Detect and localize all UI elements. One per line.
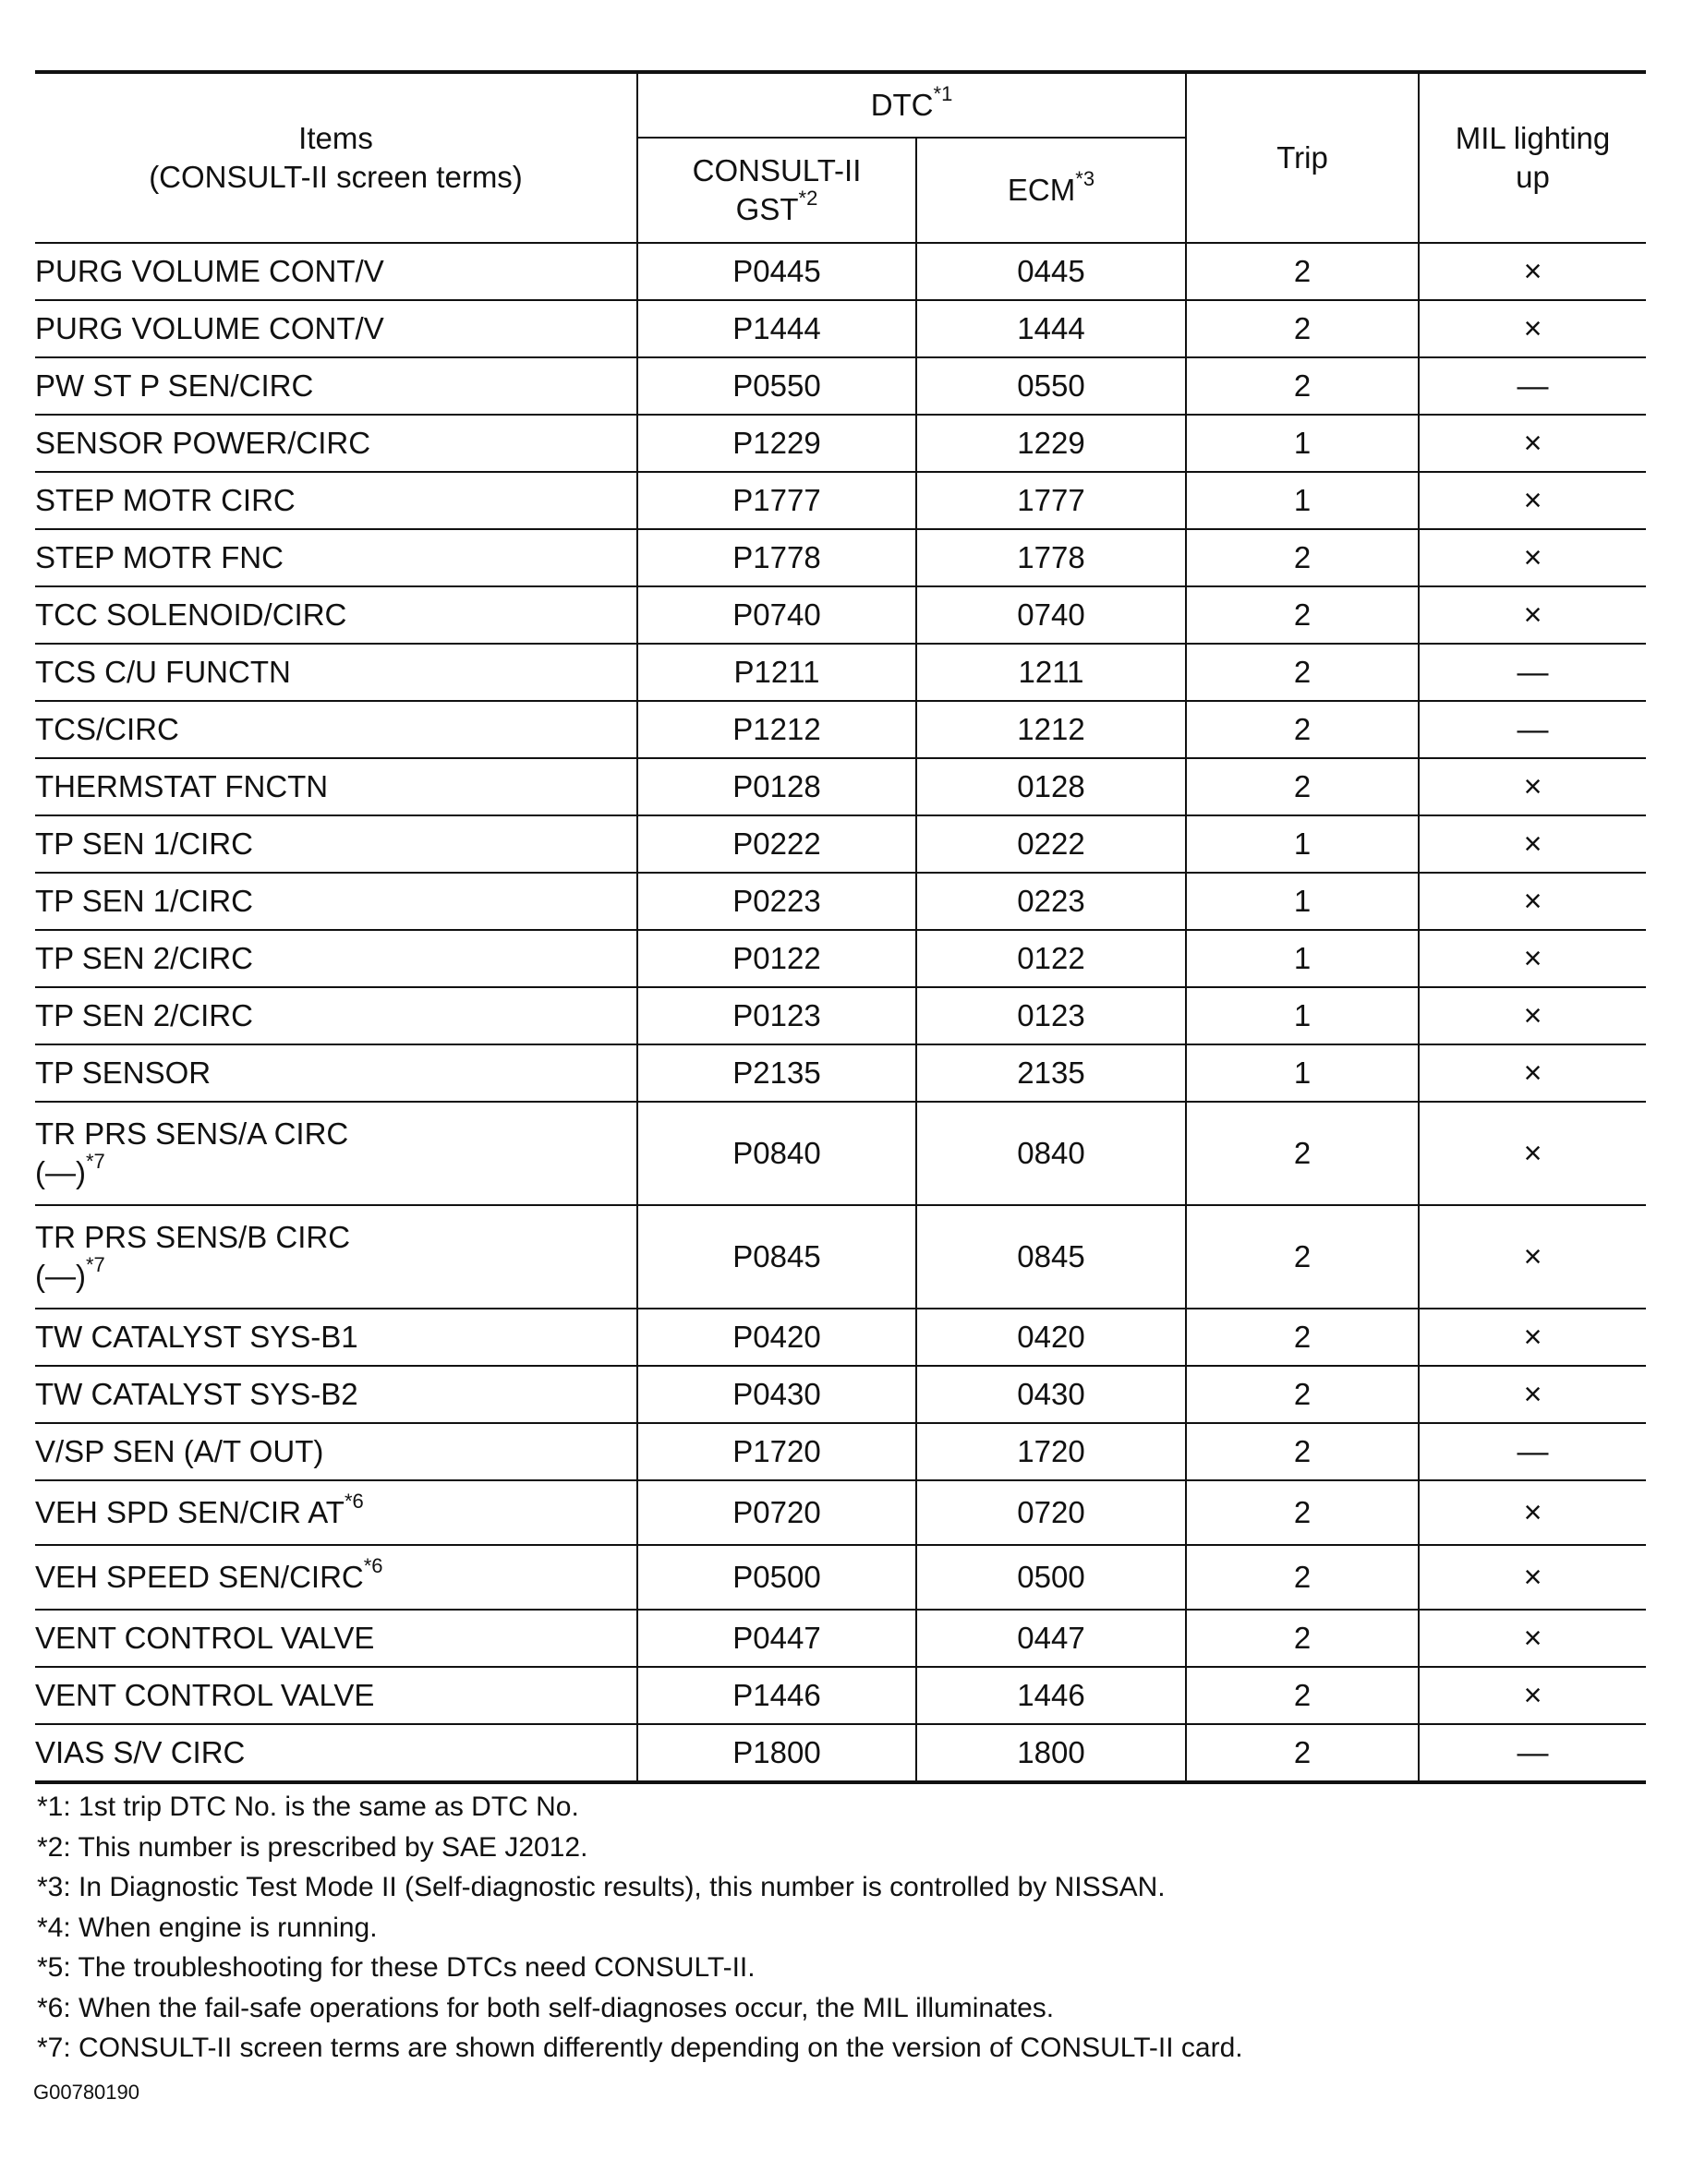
consult-code-cell: P2135 bbox=[637, 1044, 916, 1102]
table-row bbox=[35, 815, 1646, 873]
ecm-code-cell: 2135 bbox=[916, 1044, 1186, 1102]
table-row bbox=[35, 243, 1646, 300]
ecm-header-label: ECM bbox=[1007, 173, 1076, 207]
item-cell bbox=[35, 1366, 637, 1423]
trip-cell: 2 bbox=[1186, 1480, 1419, 1545]
ecm-code-cell: 0500 bbox=[916, 1545, 1186, 1610]
mil-cell: × bbox=[1419, 1610, 1646, 1667]
item-cell bbox=[35, 1309, 637, 1366]
trip-cell: 2 bbox=[1186, 1366, 1419, 1423]
item-cell bbox=[35, 644, 637, 701]
table-row bbox=[35, 1205, 1646, 1309]
item-label: TP SEN 2/CIRC bbox=[35, 998, 253, 1032]
consult-code-cell: P1229 bbox=[637, 415, 916, 472]
mil-cell: × bbox=[1419, 586, 1646, 644]
mil-cell: × bbox=[1419, 1545, 1646, 1610]
mil-cell: × bbox=[1419, 815, 1646, 873]
consult-code-cell: P0550 bbox=[637, 357, 916, 415]
item-label: THERMSTAT FNCTN bbox=[35, 769, 329, 803]
consult-code-cell: P0445 bbox=[637, 243, 916, 300]
table-row bbox=[35, 300, 1646, 357]
trip-cell: 2 bbox=[1186, 1423, 1419, 1480]
consult-code-cell: P0420 bbox=[637, 1309, 916, 1366]
item-cell bbox=[35, 586, 637, 644]
ecm-code-cell: 0123 bbox=[916, 987, 1186, 1044]
consult-code-cell: P0720 bbox=[637, 1480, 916, 1545]
table-row bbox=[35, 987, 1646, 1044]
ecm-code-cell: 1211 bbox=[916, 644, 1186, 701]
footnote: *7: CONSULT-II screen terms are shown differently depending on the version of CONSULT-II card. bbox=[37, 2033, 1243, 2063]
table-header bbox=[35, 72, 1646, 243]
table-row bbox=[35, 1044, 1646, 1102]
consult-code-cell: P1777 bbox=[637, 472, 916, 529]
ecm-code-cell: 0447 bbox=[916, 1610, 1186, 1667]
item-cell bbox=[35, 415, 637, 472]
footnote: *1: 1st trip DTC No. is the same as DTC No. bbox=[37, 1792, 579, 1822]
table-row bbox=[35, 1667, 1646, 1724]
mil-cell: — bbox=[1419, 357, 1646, 415]
consult-code-cell: P0223 bbox=[637, 873, 916, 930]
item-label: VIAS S/V CIRC bbox=[35, 1735, 246, 1769]
consult-header-line2: GST bbox=[735, 192, 799, 226]
ecm-header-footnote-ref: *3 bbox=[1075, 167, 1095, 190]
mil-header-line2: up bbox=[1516, 160, 1550, 194]
item-label-line2: (—) bbox=[35, 1155, 86, 1189]
item-label: TP SEN 1/CIRC bbox=[35, 884, 253, 918]
footnote: *5: The troubleshooting for these DTCs need CONSULT-II. bbox=[37, 1952, 756, 1983]
items-header-line2: (CONSULT-II screen terms) bbox=[149, 160, 523, 194]
trip-cell: 2 bbox=[1186, 586, 1419, 644]
ecm-code-cell: 1444 bbox=[916, 300, 1186, 357]
item-cell bbox=[35, 1480, 637, 1545]
item-cell bbox=[35, 243, 637, 300]
footnote: *3: In Diagnostic Test Mode II (Self-diagnostic results), this number is controlled by NISSAN. bbox=[37, 1872, 1166, 1902]
consult-code-cell: P1211 bbox=[637, 644, 916, 701]
trip-cell: 2 bbox=[1186, 1545, 1419, 1610]
item-cell bbox=[35, 357, 637, 415]
table-row bbox=[35, 1309, 1646, 1366]
consult-code-cell: P0845 bbox=[637, 1205, 916, 1309]
consult-code-cell: P0123 bbox=[637, 987, 916, 1044]
item-label-line2: (—) bbox=[35, 1259, 86, 1293]
table-row bbox=[35, 415, 1646, 472]
item-cell bbox=[35, 1102, 637, 1205]
mil-cell: × bbox=[1419, 529, 1646, 586]
table-row bbox=[35, 1366, 1646, 1423]
table-row bbox=[35, 644, 1646, 701]
trip-cell: 2 bbox=[1186, 1102, 1419, 1205]
trip-cell: 2 bbox=[1186, 357, 1419, 415]
ecm-code-cell: 0840 bbox=[916, 1102, 1186, 1205]
footnote: *4: When engine is running. bbox=[37, 1912, 378, 1943]
table-row bbox=[35, 1545, 1646, 1610]
dtc-group-header bbox=[637, 72, 1186, 138]
ecm-code-cell: 0720 bbox=[916, 1480, 1186, 1545]
consult-header-footnote-ref: *2 bbox=[798, 187, 818, 210]
mil-cell: × bbox=[1419, 1309, 1646, 1366]
dtc-header-footnote-ref: *1 bbox=[933, 82, 953, 105]
trip-cell: 2 bbox=[1186, 644, 1419, 701]
ecm-code-cell: 1778 bbox=[916, 529, 1186, 586]
item-cell bbox=[35, 1667, 637, 1724]
item-label: TP SEN 1/CIRC bbox=[35, 827, 253, 861]
item-label: TR PRS SENS/B CIRC bbox=[35, 1220, 351, 1254]
consult-header-line1: CONSULT-II bbox=[692, 153, 862, 187]
consult-code-cell: P0128 bbox=[637, 758, 916, 815]
trip-cell: 2 bbox=[1186, 1724, 1419, 1782]
item-label: V/SP SEN (A/T OUT) bbox=[35, 1434, 324, 1468]
item-label: VENT CONTROL VALVE bbox=[35, 1678, 375, 1712]
mil-cell: × bbox=[1419, 1366, 1646, 1423]
item-footnote-ref: *6 bbox=[363, 1554, 383, 1577]
consult-code-cell: P1444 bbox=[637, 300, 916, 357]
consult-code-cell: P0430 bbox=[637, 1366, 916, 1423]
trip-header-label: Trip bbox=[1276, 140, 1328, 175]
footnote: *2: This number is prescribed by SAE J2012. bbox=[37, 1831, 588, 1863]
table-row bbox=[35, 1102, 1646, 1205]
mil-cell: — bbox=[1419, 701, 1646, 758]
mil-cell: × bbox=[1419, 472, 1646, 529]
ecm-code-cell: 0430 bbox=[916, 1366, 1186, 1423]
item-footnote-ref: *6 bbox=[344, 1490, 364, 1513]
trip-cell: 2 bbox=[1186, 529, 1419, 586]
trip-cell: 1 bbox=[1186, 415, 1419, 472]
item-label: VEH SPEED SEN/CIRC bbox=[35, 1560, 364, 1594]
ecm-code-cell: 1800 bbox=[916, 1724, 1186, 1782]
table-row bbox=[35, 586, 1646, 644]
consult-code-cell: P1212 bbox=[637, 701, 916, 758]
trip-cell: 2 bbox=[1186, 1309, 1419, 1366]
table-row bbox=[35, 758, 1646, 815]
ecm-code-cell: 0740 bbox=[916, 586, 1186, 644]
ecm-code-cell: 0223 bbox=[916, 873, 1186, 930]
table-row bbox=[35, 1610, 1646, 1667]
item-label: TP SENSOR bbox=[35, 1056, 212, 1090]
table-row bbox=[35, 701, 1646, 758]
item-footnote-ref: *7 bbox=[85, 1253, 105, 1276]
consult-code-cell: P0122 bbox=[637, 930, 916, 987]
item-cell bbox=[35, 930, 637, 987]
items-column-header bbox=[35, 72, 637, 243]
dtc-header-label: DTC bbox=[870, 88, 934, 122]
item-cell bbox=[35, 987, 637, 1044]
item-cell bbox=[35, 472, 637, 529]
consult-code-cell: P0222 bbox=[637, 815, 916, 873]
trip-cell: 2 bbox=[1186, 701, 1419, 758]
table-row bbox=[35, 357, 1646, 415]
footnotes bbox=[37, 1787, 1243, 2069]
ecm-column-header bbox=[916, 138, 1186, 243]
trip-cell: 2 bbox=[1186, 1205, 1419, 1309]
item-cell bbox=[35, 1423, 637, 1480]
ecm-code-cell: 0122 bbox=[916, 930, 1186, 987]
consult-code-cell: P1778 bbox=[637, 529, 916, 586]
trip-cell: 2 bbox=[1186, 1667, 1419, 1724]
mil-cell: × bbox=[1419, 1044, 1646, 1102]
item-label: TR PRS SENS/A CIRC bbox=[35, 1116, 349, 1151]
mil-cell: — bbox=[1419, 644, 1646, 701]
ecm-code-cell: 1777 bbox=[916, 472, 1186, 529]
dtc-table bbox=[35, 70, 1646, 1784]
ecm-code-cell: 1229 bbox=[916, 415, 1186, 472]
consult-code-cell: P1720 bbox=[637, 1423, 916, 1480]
item-cell bbox=[35, 1205, 637, 1309]
consult-code-cell: P1800 bbox=[637, 1724, 916, 1782]
table-row bbox=[35, 529, 1646, 586]
ecm-code-cell: 0445 bbox=[916, 243, 1186, 300]
consult-code-cell: P0740 bbox=[637, 586, 916, 644]
trip-cell: 2 bbox=[1186, 300, 1419, 357]
mil-column-header bbox=[1419, 72, 1646, 243]
item-label: PURG VOLUME CONT/V bbox=[35, 254, 384, 288]
table-row bbox=[35, 1724, 1646, 1782]
item-cell bbox=[35, 1545, 637, 1610]
trip-cell: 2 bbox=[1186, 1610, 1419, 1667]
item-cell bbox=[35, 758, 637, 815]
trip-column-header bbox=[1186, 72, 1419, 243]
table-body bbox=[35, 243, 1646, 1782]
trip-cell: 2 bbox=[1186, 758, 1419, 815]
mil-header-line1: MIL lighting bbox=[1455, 121, 1611, 155]
mil-cell: × bbox=[1419, 1480, 1646, 1545]
item-cell bbox=[35, 1610, 637, 1667]
trip-cell: 2 bbox=[1186, 243, 1419, 300]
consult-code-cell: P1446 bbox=[637, 1667, 916, 1724]
figure-id: G00780190 bbox=[33, 2081, 139, 2104]
mil-cell: × bbox=[1419, 758, 1646, 815]
mil-cell: × bbox=[1419, 1102, 1646, 1205]
ecm-code-cell: 1212 bbox=[916, 701, 1186, 758]
ecm-code-cell: 0128 bbox=[916, 758, 1186, 815]
trip-cell: 1 bbox=[1186, 873, 1419, 930]
ecm-code-cell: 1720 bbox=[916, 1423, 1186, 1480]
item-cell bbox=[35, 873, 637, 930]
table-row bbox=[35, 873, 1646, 930]
item-cell bbox=[35, 1044, 637, 1102]
item-label: SENSOR POWER/CIRC bbox=[35, 426, 371, 460]
consult-column-header bbox=[637, 138, 916, 243]
item-label: TW CATALYST SYS-B1 bbox=[35, 1320, 358, 1354]
table-row bbox=[35, 472, 1646, 529]
mil-cell: — bbox=[1419, 1423, 1646, 1480]
ecm-code-cell: 0420 bbox=[916, 1309, 1186, 1366]
mil-cell: — bbox=[1419, 1724, 1646, 1782]
ecm-code-cell: 0222 bbox=[916, 815, 1186, 873]
item-label: TCC SOLENOID/CIRC bbox=[35, 597, 347, 632]
mil-cell: × bbox=[1419, 243, 1646, 300]
trip-cell: 1 bbox=[1186, 1044, 1419, 1102]
item-label: VENT CONTROL VALVE bbox=[35, 1621, 375, 1655]
item-label: TW CATALYST SYS-B2 bbox=[35, 1377, 358, 1411]
mil-cell: × bbox=[1419, 873, 1646, 930]
item-label: STEP MOTR CIRC bbox=[35, 483, 296, 517]
item-cell bbox=[35, 300, 637, 357]
consult-code-cell: P0500 bbox=[637, 1545, 916, 1610]
item-label: PURG VOLUME CONT/V bbox=[35, 311, 384, 345]
mil-cell: × bbox=[1419, 987, 1646, 1044]
mil-cell: × bbox=[1419, 930, 1646, 987]
consult-code-cell: P0840 bbox=[637, 1102, 916, 1205]
item-cell bbox=[35, 1724, 637, 1782]
trip-cell: 1 bbox=[1186, 472, 1419, 529]
consult-code-cell: P0447 bbox=[637, 1610, 916, 1667]
table-row bbox=[35, 1423, 1646, 1480]
item-label: TCS/CIRC bbox=[35, 712, 179, 746]
ecm-code-cell: 0550 bbox=[916, 357, 1186, 415]
item-footnote-ref: *7 bbox=[85, 1150, 105, 1173]
item-label: VEH SPD SEN/CIR AT bbox=[35, 1495, 345, 1529]
mil-cell: × bbox=[1419, 415, 1646, 472]
item-label: TP SEN 2/CIRC bbox=[35, 941, 253, 975]
mil-cell: × bbox=[1419, 1205, 1646, 1309]
item-cell bbox=[35, 529, 637, 586]
item-cell bbox=[35, 701, 637, 758]
items-header-line1: Items bbox=[298, 121, 373, 155]
trip-cell: 1 bbox=[1186, 987, 1419, 1044]
item-label: STEP MOTR FNC bbox=[35, 540, 284, 574]
ecm-code-cell: 0845 bbox=[916, 1205, 1186, 1309]
footnote: *6: When the fail-safe operations for both self-diagnoses occur, the MIL illuminates. bbox=[37, 1992, 1055, 2023]
trip-cell: 1 bbox=[1186, 815, 1419, 873]
item-label: PW ST P SEN/CIRC bbox=[35, 368, 314, 403]
mil-cell: × bbox=[1419, 300, 1646, 357]
mil-cell: × bbox=[1419, 1667, 1646, 1724]
table-row bbox=[35, 930, 1646, 987]
item-cell bbox=[35, 815, 637, 873]
item-label: TCS C/U FUNCTN bbox=[35, 655, 291, 689]
trip-cell: 1 bbox=[1186, 930, 1419, 987]
ecm-code-cell: 1446 bbox=[916, 1667, 1186, 1724]
table-row bbox=[35, 1480, 1646, 1545]
